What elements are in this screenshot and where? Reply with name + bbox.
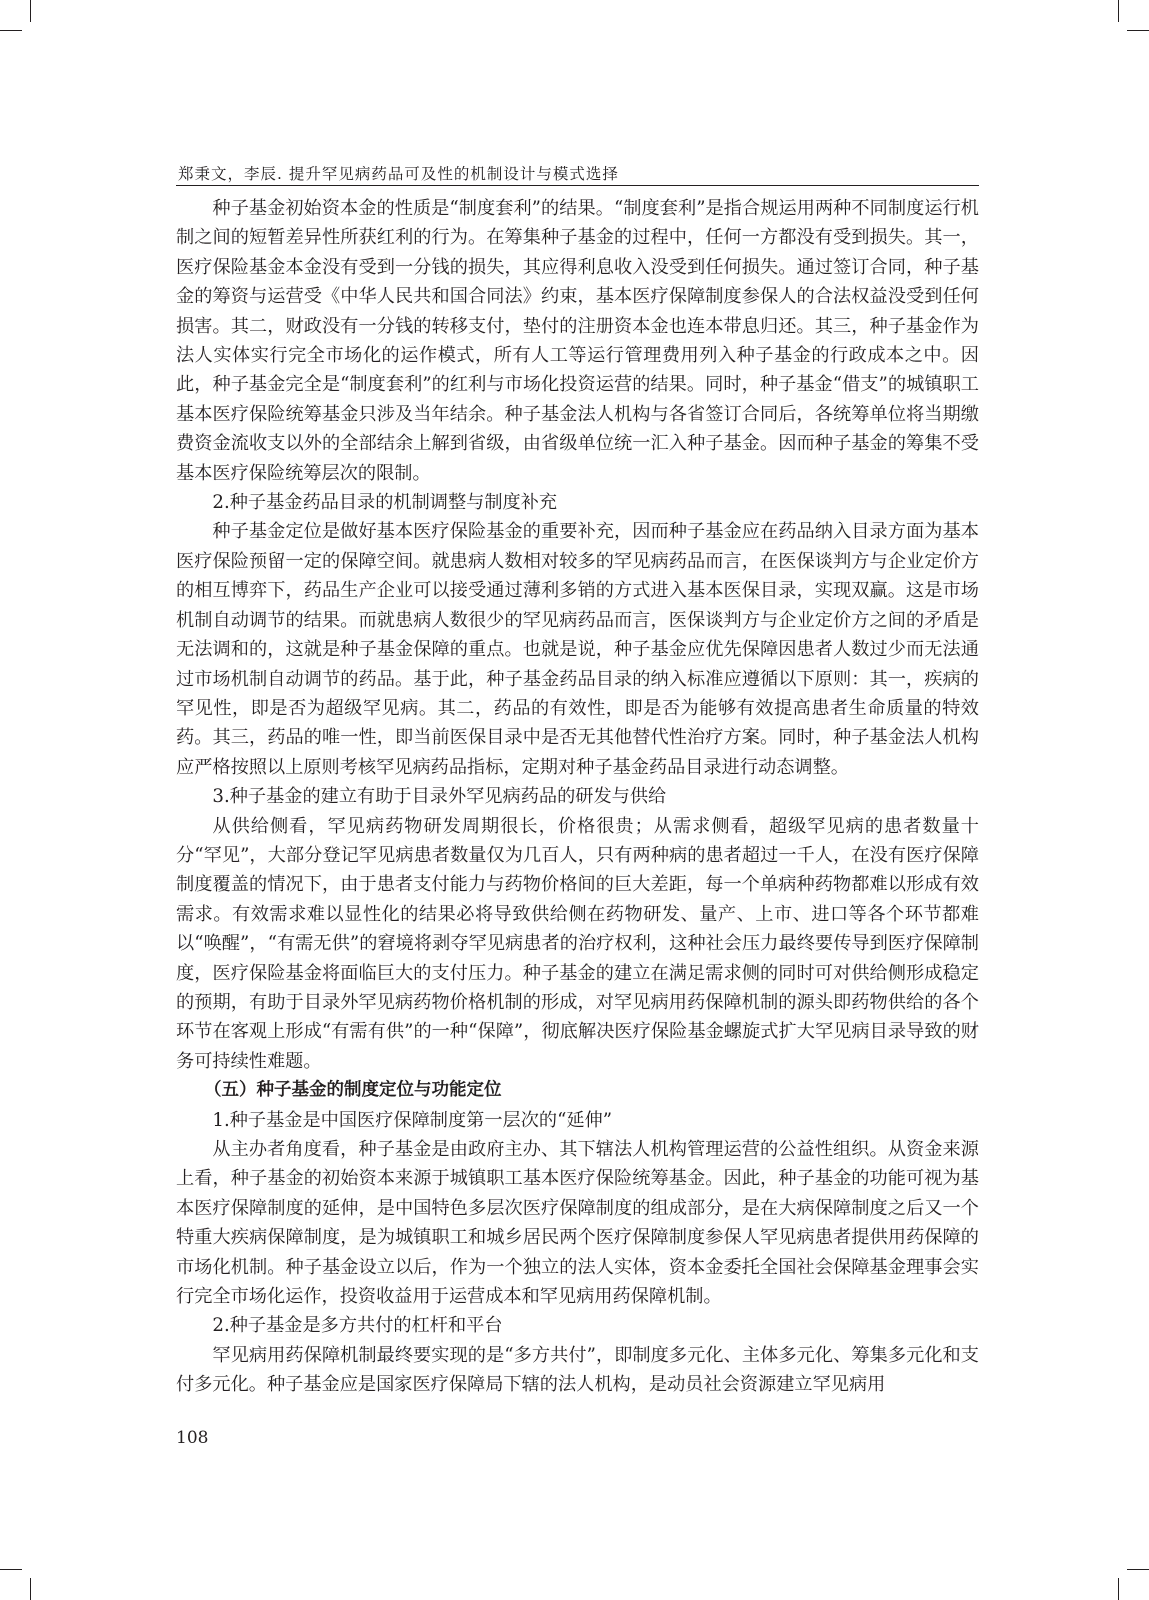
paragraph: 从主办者角度看，种子基金是由政府主办、其下辖法人机构管理运营的公益性组织。从资金来源上看，种子基金的初始资本来源于城镇职工基本医疗保险统筹基金。因此，种子基金的功能可视为基本医疗保障制度的延伸，是中国特色多层次医疗保障制度的组成部分，是在大病保障制度之后又一个特重大疾病保障制度，是为城镇职工和城乡居民两个医疗保障制度参保人罕见病患者提供用药保障的市场化机制。种子基金设立以后，作为一个独立的法人实体，资本金委托全国社会保障基金理事会实行完全市场化运作，投资收益用于运营成本和罕见病用药保障机制。 bbox=[176, 1139, 979, 1308]
crop-mark-top-right-v bbox=[1118, 0, 1119, 22]
crop-mark-bottom-right-v bbox=[1118, 1578, 1119, 1600]
crop-mark-bottom-left-v bbox=[30, 1578, 31, 1600]
subsection-heading: 2.种子基金药品目录的机制调整与制度补充 bbox=[212, 492, 558, 514]
paragraph: 种子基金定位是做好基本医疗保险基金的重要补充，因而种子基金应在药品纳入目录方面为基本医疗保险预留一定的保障空间。就患病人数相对较多的罕见病药品而言，在医保谈判方与企业定价方的相互博弈下，药品生产企业可以接受通过薄利多销的方式进入基本医保目录，实现双赢。这是市场机制自动调节的结果。而就患病人数很少的罕见病药品而言，医保谈判方与企业定价方之间的矛盾是无法调和的，这就是种子基金保障的重点。也就是说，种子基金应优先保障因患者人数过少而无法通过市场机制自动调节的药品。基于此，种子基金药品目录的纳入标准应遵循以下原则：其一，疾病的罕见性，即是否为超级罕见病。其二，药品的有效性，即是否为能够有效提高患者生命质量的特效药。其三，药品的唯一性，即当前医保目录中是否无其他替代性治疗方案。同时，种子基金法人机构应严格按照以上原则考核罕见病药品指标，定期对种子基金药品目录进行动态调整。 bbox=[176, 521, 979, 778]
crop-mark-top-left-h bbox=[0, 30, 22, 31]
subsection-heading: 3.种子基金的建立有助于目录外罕见病药品的研发与供给 bbox=[212, 786, 667, 808]
crop-mark-top-right-h bbox=[1127, 30, 1149, 31]
section-heading: （五）种子基金的制度定位与功能定位 bbox=[204, 1080, 502, 1101]
subsection-heading: 1.种子基金是中国医疗保障制度第一层次的“延伸” bbox=[212, 1109, 613, 1131]
page-number: 108 bbox=[176, 1428, 209, 1448]
crop-mark-bottom-right-h bbox=[1127, 1569, 1149, 1570]
paragraph: 从供给侧看，罕见病药物研发周期很长，价格很贵；从需求侧看，超级罕见病的患者数量十分“罕见”，大部分登记罕见病患者数量仅为几百人，只有两种病的患者超过一千人，在没有医疗保障制度覆盖的情况下，由于患者支付能力与药物价格间的巨大差距，每一个单病种药物都难以形成有效需求。有效需求难以显性化的结果必将导致供给侧在药物研发、量产、上市、进口等各个环节都难以“唤醒”，“有需无供”的窘境将剥夺罕见病患者的治疗权利，这种社会压力最终要传导到医疗保障制度，医疗保险基金将面临巨大的支付压力。种子基金的建立在满足需求侧的同时可对供给侧形成稳定的预期，有助于目录外罕见病药物价格机制的形成，对罕见病用药保障机制的源头即药物供给的各个环节在客观上形成“有需有供”的一种“保障”，彻底解决医疗保险基金螺旋式扩大罕见病目录导致的财务可持续性难题。 bbox=[176, 815, 979, 1072]
subsection-heading: 2.种子基金是多方共付的杠杆和平台 bbox=[212, 1315, 503, 1337]
crop-mark-bottom-left-h bbox=[0, 1569, 22, 1570]
paragraph: 罕见病用药保障机制最终要实现的是“多方共付”，即制度多元化、主体多元化、筹集多元化和支付多元化。种子基金应是国家医疗保障局下辖的法人机构，是动员社会资源建立罕见病用 bbox=[176, 1344, 979, 1396]
header-rule bbox=[176, 185, 979, 186]
body-text bbox=[176, 194, 979, 1400]
running-header: 郑秉文，李辰. 提升罕见病药品可及性的机制设计与模式选择 bbox=[178, 165, 619, 183]
crop-mark-top-left-v bbox=[30, 0, 31, 22]
paragraph: 种子基金初始资本金的性质是“制度套利”的结果。“制度套利”是指合规运用两种不同制度运行机制之间的短暂差异性所获红利的行为。在筹集种子基金的过程中，任何一方都没有受到损失。其一，医疗保险基金本金没有受到一分钱的损失，其应得利息收入没受到任何损失。通过签订合同，种子基金的筹资与运营受《中华人民共和国合同法》约束，基本医疗保障制度参保人的合法权益没受到任何损害。其二，财政没有一分钱的转移支付，垫付的注册资本金也连本带息归还。其三，种子基金作为法人实体实行完全市场化的运作模式，所有人工等运行管理费用列入种子基金的行政成本之中。因此，种子基金完全是“制度套利”的红利与市场化投资运营的结果。同时，种子基金“借支”的城镇职工基本医疗保险统筹基金只涉及当年结余。种子基金法人机构与各省签订合同后，各统筹单位将当期缴费资金流收支以外的全部结余上解到省级，由省级单位统一汇入种子基金。因而种子基金的筹集不受基本医疗保险统筹层次的限制。 bbox=[176, 198, 979, 484]
